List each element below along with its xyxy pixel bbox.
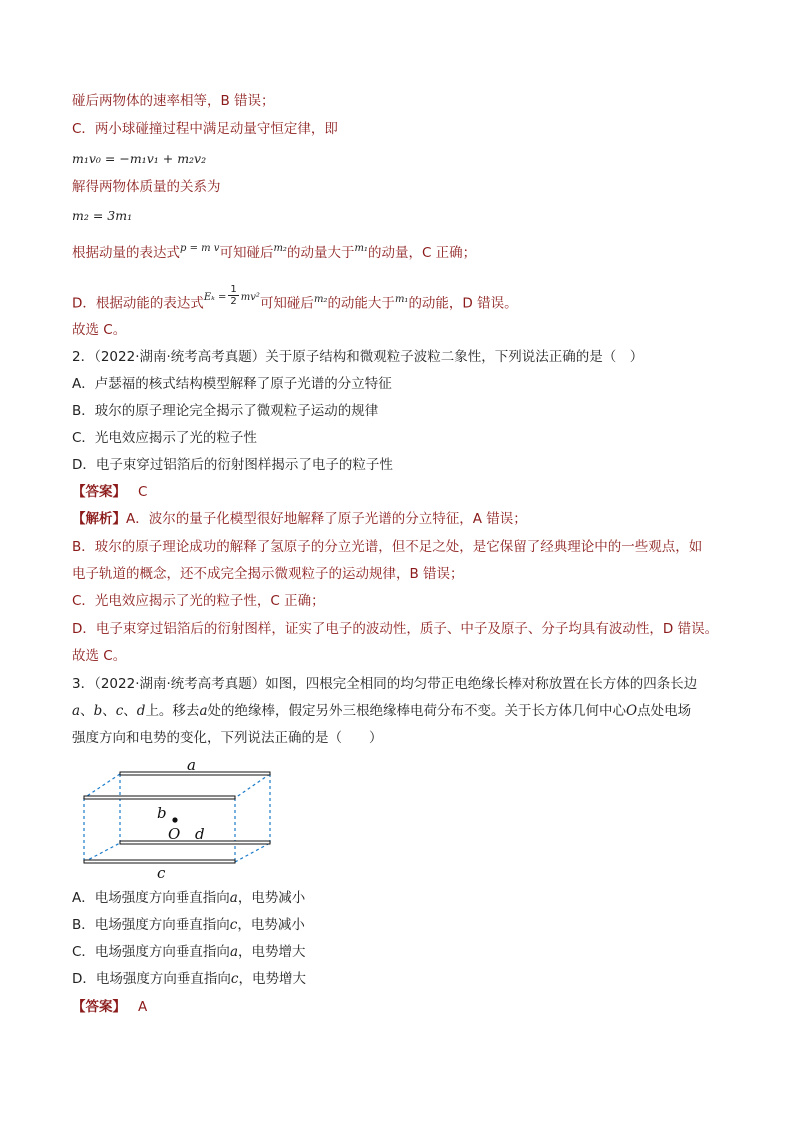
- energy-expression-line: [72, 284, 518, 315]
- momentum-formula: p = m v: [180, 243, 220, 254]
- var-b: b: [93, 703, 103, 719]
- q2-analysis-line-a: [72, 510, 527, 528]
- momentum-mid2: 的动量大于: [286, 245, 355, 261]
- option-text: A．电场强度方向垂直指向: [72, 890, 230, 906]
- q2-conclusion: 故选 C。: [72, 648, 127, 664]
- var-a-2: a: [199, 703, 208, 719]
- m1-symbol-2: m₁: [394, 293, 409, 305]
- analysis-tag: 【解析】: [72, 511, 126, 527]
- m2-symbol: m₂: [273, 243, 287, 254]
- ek-tail: mv²: [240, 291, 260, 303]
- momentum-mid1: 可知碰后: [219, 245, 274, 261]
- q2-option-b: B．玻尔的原子理论完全揭示了微观粒子运动的规律: [72, 403, 379, 419]
- option-post: ，电势增大: [238, 971, 306, 987]
- option-var: c: [230, 971, 239, 987]
- one-half-fraction: [228, 284, 238, 307]
- rod-b: [84, 796, 235, 799]
- answer-tag: 【答案】: [72, 999, 126, 1015]
- label-O: O: [168, 825, 181, 843]
- q2-stem: 2．（2022·湖南·统考高考真题）关于原子结构和微观粒子波粒二象性，下列说法正确的是（ ）: [72, 349, 644, 365]
- var-O: O: [626, 703, 638, 719]
- sep: 、: [102, 703, 116, 719]
- label-c: c: [157, 864, 166, 878]
- q1-conclusion: 故选 C。: [72, 322, 127, 338]
- sep: 、: [123, 703, 137, 719]
- stem-mid: 上。移去: [145, 703, 200, 719]
- q2-analysis-c: C．光电效应揭示了光的粒子性，C 正确；: [72, 593, 325, 609]
- label-a: a: [187, 760, 196, 774]
- option-text: C．电场强度方向垂直指向: [72, 944, 230, 960]
- var-d: d: [136, 703, 146, 719]
- answer-value: C: [138, 484, 148, 500]
- rectangular-box-figure: [80, 760, 280, 878]
- energy-mid1: 可知碰后: [259, 295, 314, 312]
- q3-answer-line: [72, 998, 147, 1016]
- mass-relation-intro: 解得两物体质量的关系为: [72, 179, 221, 195]
- momentum-equation: m₁v₀ = −m₁v₁ + m₂v₂: [72, 151, 207, 166]
- q2-option-d: D．电子束穿过铝箔后的衍射图样揭示了电子的粒子性: [72, 457, 393, 473]
- q1-option-b-conclusion: 碰后两物体的速率相等，B 错误；: [72, 93, 275, 109]
- option-post: ，电势减小: [237, 890, 306, 906]
- q2-analysis-b2: 电子轨道的概念，还不成完全揭示微观粒子的运动规律，B 错误；: [72, 566, 464, 582]
- momentum-expression-line: [72, 244, 476, 264]
- analysis-a: A．波尔的量子化模型很好地解释了原子光谱的分立特征，A 错误；: [126, 511, 527, 527]
- q3-stem-line2: [72, 702, 691, 720]
- option-var: a: [229, 944, 238, 960]
- rod-c: [84, 860, 235, 863]
- var-a: a: [72, 703, 81, 719]
- charged-rods: [84, 772, 270, 863]
- m1-symbol: m₁: [354, 243, 368, 254]
- energy-post: 的动能，D 错误。: [408, 295, 518, 312]
- answer-tag: 【答案】: [72, 484, 126, 500]
- momentum-post: 的动量，C 正确；: [367, 245, 477, 261]
- q2-option-c: C．光电效应揭示了光的粒子性: [72, 430, 257, 446]
- q2-analysis-d: D．电子束穿过铝箔后的衍射图样，证实了电子的波动性，质子、中子及原子、分子均具有波动性，D 错误。: [72, 621, 719, 637]
- q3-stem-line3: 强度方向和电势的变化，下列说法正确的是（ ）: [72, 730, 383, 746]
- m2-symbol-2: m₂: [313, 293, 328, 305]
- option-post: ，电势减小: [237, 917, 305, 933]
- center-point-O: [172, 817, 177, 822]
- energy-pre: D．根据动能的表达式: [72, 295, 204, 312]
- option-var: c: [229, 917, 238, 933]
- momentum-pre: 根据动量的表达式: [72, 245, 180, 261]
- q2-option-a: A．卢瑟福的核式结构模型解释了原子光谱的分立特征: [72, 376, 392, 392]
- sep: 、: [80, 703, 94, 719]
- label-d: d: [195, 825, 205, 843]
- stem-tail: 处的绝缘棒，假定另外三根绝缘棒电荷分布不变。关于长方体几何中心: [207, 703, 626, 719]
- q3-option-c: [72, 943, 306, 961]
- option-var: a: [229, 890, 238, 906]
- var-c: c: [115, 703, 124, 719]
- q1-option-c-intro: C．两小球碰撞过程中满足动量守恒定律，即: [72, 121, 338, 137]
- fraction-numerator: 1: [230, 284, 237, 295]
- answer-value: A: [138, 999, 148, 1015]
- label-b: b: [157, 804, 167, 822]
- q3-option-d: [72, 970, 306, 988]
- fraction-denominator: 2: [230, 296, 237, 307]
- option-text: B．电场强度方向垂直指向: [72, 917, 230, 933]
- ek-symbol: Eₖ =: [203, 291, 227, 303]
- mass-equation: m₂ = 3m₁: [72, 208, 133, 223]
- dashed-box-edges: [84, 774, 270, 862]
- q3-stem-line1: 3．（2022·湖南·统考高考真题）如图，四根完全相同的均匀带正电绝缘长棒对称放置在长方体的四条长边: [72, 676, 698, 692]
- option-post: ，电势增大: [238, 944, 306, 960]
- q2-analysis-b1: B．玻尔的原子理论成功的解释了氢原子的分立光谱，但不足之处，是它保留了经典理论中的一些观点，如: [72, 539, 703, 555]
- q3-option-a: [72, 889, 305, 907]
- option-text: D．电场强度方向垂直指向: [72, 971, 231, 987]
- energy-mid2: 的动能大于: [327, 295, 395, 312]
- q2-answer-line: [72, 483, 147, 501]
- stem-end: 点处电场: [637, 703, 692, 719]
- q3-option-b: [72, 916, 305, 934]
